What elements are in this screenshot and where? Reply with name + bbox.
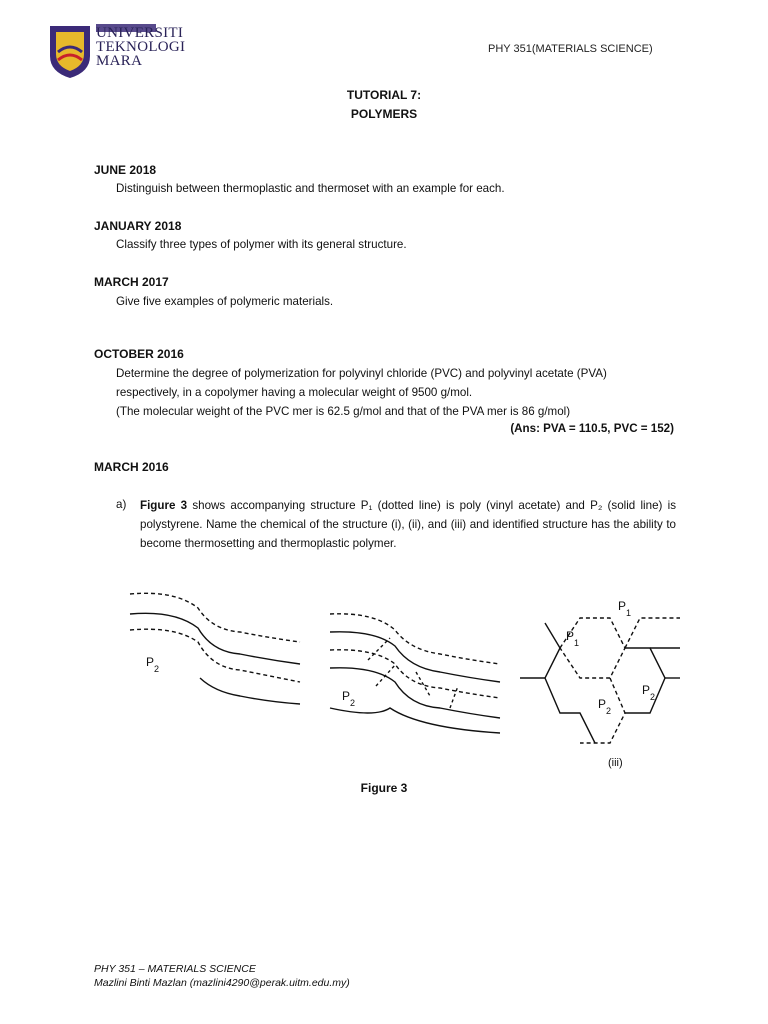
label-p1: P: [618, 599, 627, 613]
question-text: Classify three types of polymer with its general structure.: [116, 238, 407, 251]
question-text: respectively, in a copolymer having a molecular weight of 9500 g/mol.: [116, 386, 473, 399]
label-p2-sub: 2: [606, 706, 612, 716]
section-heading: OCTOBER 2016: [94, 347, 184, 361]
question-body: shows accompanying structure P₁ (dotted line) is poly (vinyl acetate) and P₂ (solid line) is polystyrene. Name the chemical of the structure (i), (ii), and (iii) and identified structure has the ability to become thermosetting and thermoplastic polymer.: [140, 499, 676, 550]
question-text: [140, 496, 676, 553]
answer-text: (Ans: PVA = 110.5, PVC = 152): [510, 422, 674, 435]
label-p2-sub: 2: [154, 664, 160, 674]
label-p2-sub: 2: [350, 698, 356, 708]
label-iii: (iii): [608, 757, 623, 769]
figure-caption: Figure 3: [360, 781, 408, 795]
label-p2: P: [642, 683, 651, 697]
tutorial-title: TUTORIAL 7:: [346, 88, 422, 102]
section-heading: JUNE 2018: [94, 163, 157, 177]
section-heading: MARCH 2017: [94, 275, 169, 289]
footer-author: Mazlini Binti Mazlan (mazlini4290@perak.uitm.edu.my): [94, 977, 350, 989]
footer-course: PHY 351 – MATERIALS SCIENCE: [94, 963, 256, 975]
tutorial-subtitle: POLYMERS: [350, 107, 418, 121]
course-code: PHY 351(MATERIALS SCIENCE): [488, 43, 653, 55]
label-p1-sub: 1: [626, 608, 632, 618]
university-name: UNIVERSITI TEKNOLOGI MARA: [96, 25, 186, 69]
section-heading: JANUARY 2018: [94, 219, 182, 233]
label-p1: P: [566, 629, 575, 643]
figure-reference: Figure 3: [140, 499, 188, 512]
question-label: a): [116, 498, 127, 511]
question-text: Give five examples of polymeric materials.: [116, 295, 334, 308]
label-p2: P: [146, 655, 155, 669]
section-heading: MARCH 2016: [94, 460, 169, 474]
label-p2: P: [342, 689, 351, 703]
question-text: Distinguish between thermoplastic and thermoset with an example for each.: [116, 182, 505, 195]
label-p2-sub: 2: [650, 692, 656, 702]
question-text: (The molecular weight of the PVC mer is 62.5 g/mol and that of the PVA mer is 86 g/mol): [116, 405, 571, 418]
label-p2: P: [598, 697, 607, 711]
question-text: Determine the degree of polymerization for polyvinyl chloride (PVC) and polyvinyl acetate (PVA): [116, 367, 607, 380]
label-p1-sub: 1: [574, 638, 580, 648]
figure-3-polymer-structures: [120, 568, 680, 778]
